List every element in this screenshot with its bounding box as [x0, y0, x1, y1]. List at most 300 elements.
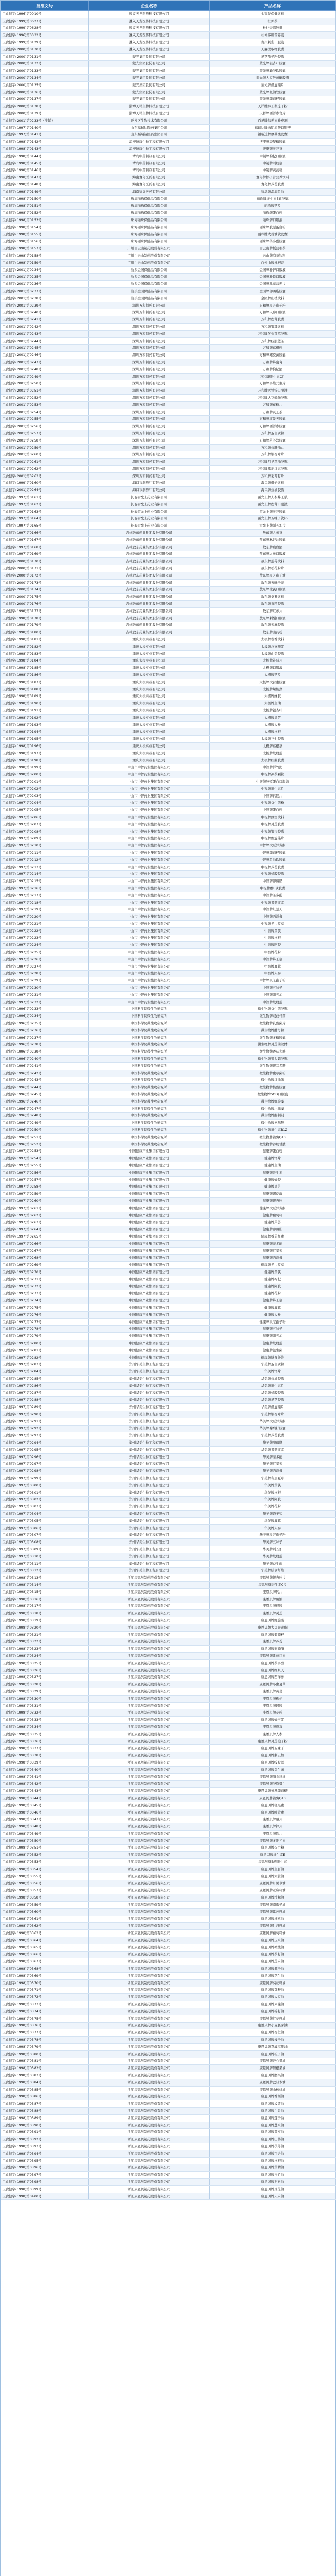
- table-row: [1, 1425, 336, 1432]
- table-row: [1, 1133, 336, 1141]
- product-name-cell: 康恩贝牌莲子油: [210, 2114, 336, 2122]
- product-name-cell: 万和牌螺旋藻胶囊: [210, 352, 336, 359]
- company-name-cell: 郑州华美生物工程有限公司: [89, 1432, 210, 1439]
- approval-number-cell: 卫食健字(2001)第0254号: [1, 409, 89, 416]
- product-name-cell: 中智牌阿胶: [210, 942, 336, 949]
- approval-number-cell: 卫食健字(1998)第0388号: [1, 2108, 89, 2115]
- approval-number-cell: 卫食健字(1997)第0223号: [1, 935, 89, 942]
- table-row: [1, 1532, 336, 1539]
- product-name-cell: 健康牌蛋白粉: [210, 1148, 336, 1155]
- table-row: [1, 551, 336, 558]
- company-name-cell: 蒙光集团股份有限公司: [89, 67, 210, 75]
- table-row: [1, 2136, 336, 2143]
- approval-number-cell: 卫食健字(1998)第0314号: [1, 1582, 89, 1589]
- approval-number-cell: 卫食健字(2001)第0264号: [1, 487, 89, 494]
- company-name-cell: 中山市中智药业集团有限公司: [89, 821, 210, 828]
- product-name-cell: 白云山牌枇杷膏: [210, 259, 336, 266]
- product-name-cell: 健康牌刺五加: [210, 1333, 336, 1340]
- product-name-cell: 中智牌黄芪: [210, 927, 336, 935]
- approval-number-cell: 卫食健字(1997)第0258号: [1, 1183, 89, 1191]
- company-name-cell: 遵义天龙医药科技有限公司: [89, 18, 210, 25]
- header-company-name: 企业名称: [89, 1, 210, 11]
- approval-number-cell: 卫食健字(1996)第0239号: [1, 1048, 89, 1056]
- company-name-cell: 郑州华美生物工程有限公司: [89, 1468, 210, 1475]
- company-name-cell: 中国健康产业集团有限公司: [89, 1340, 210, 1347]
- company-name-cell: 珠海丽珠保健品有限公司: [89, 238, 210, 245]
- company-name-cell: 浙江康恩贝制药股份有限公司: [89, 2114, 210, 2122]
- table-row: [1, 2065, 336, 2072]
- product-name-cell: 丽珠牌大蒜油软胶囊: [210, 231, 336, 238]
- approval-number-cell: 卫食健字(1998)第0156号: [1, 238, 89, 245]
- table-row: [1, 1091, 336, 1098]
- company-name-cell: 深圳万和制药有限公司: [89, 472, 210, 480]
- table-row: [1, 1475, 336, 1482]
- table-row: [1, 387, 336, 395]
- product-name-cell: 康恩贝牌大豆异黄酮: [210, 1624, 336, 1631]
- approval-number-cell: 卫食健字(1998)第0150号: [1, 195, 89, 202]
- table-row: [1, 522, 336, 530]
- table-row: [1, 672, 336, 679]
- company-name-cell: 浙江康恩贝制药股份有限公司: [89, 1816, 210, 1823]
- company-name-cell: 郑州华美生物工程有限公司: [89, 1503, 210, 1511]
- table-row: [1, 1624, 336, 1631]
- company-name-cell: 浙江康恩贝制药股份有限公司: [89, 1596, 210, 1603]
- product-name-cell: 中智牌益生菌粉: [210, 800, 336, 807]
- product-name-cell: 康恩贝牌多维元素: [210, 1837, 336, 1844]
- table-row: [1, 2043, 336, 2050]
- product-name-cell: 微生物牌灵芝菌丝体: [210, 1041, 336, 1048]
- table-row: [1, 1574, 336, 1582]
- table-row: [1, 2122, 336, 2129]
- approval-number-cell: 卫食健字(1998)第0348号: [1, 1823, 89, 1831]
- company-name-cell: 浙江康恩贝制药股份有限公司: [89, 1802, 210, 1809]
- table-row: [1, 160, 336, 167]
- approval-number-cell: 卫食健字(1997)第0207号: [1, 821, 89, 828]
- approval-number-cell: 卫食健字(1997)第0267号: [1, 1247, 89, 1255]
- table-row: [1, 1539, 336, 1546]
- table-row: [1, 985, 336, 992]
- company-name-cell: 浙江康恩贝制药股份有限公司: [89, 1930, 210, 1937]
- approval-number-cell: 卫食健字(2000)第0130号: [1, 46, 89, 53]
- product-name-cell: 健康牌番茄红素: [210, 1233, 336, 1241]
- product-name-cell: 中智牌钙镁片: [210, 792, 336, 800]
- approval-number-cell: 卫食健字(1997)第0276号: [1, 1311, 89, 1318]
- approval-number-cell: 卫食健字(1997)第0277号: [1, 1318, 89, 1326]
- product-name-cell: 康恩贝牌灵芝孢子粉: [210, 1738, 336, 1745]
- company-name-cell: 中国健康产业集团有限公司: [89, 1304, 210, 1312]
- table-row: [1, 906, 336, 913]
- table-row: [1, 536, 336, 544]
- product-name-cell: 健康牌芦荟: [210, 1219, 336, 1226]
- table-row: [1, 1653, 336, 1660]
- product-name-cell: 中智牌茶多酚: [210, 892, 336, 899]
- company-name-cell: 浙江康恩贝制药股份有限公司: [89, 2058, 210, 2065]
- approval-number-cell: 卫食健字(1997)第0289号: [1, 1404, 89, 1411]
- table-row: [1, 1105, 336, 1112]
- product-name-cell: 中智牌大豆异黄酮: [210, 842, 336, 850]
- product-name-cell: 康恩贝牌巴旦木油: [210, 2079, 336, 2086]
- company-name-cell: 中山市中智药业集团有限公司: [89, 771, 210, 778]
- table-row: [1, 679, 336, 686]
- approval-number-cell: 卫食健字(1997)第0311号: [1, 1560, 89, 1567]
- table-row: [1, 1020, 336, 1027]
- table-row: [1, 807, 336, 814]
- table-row: [1, 487, 336, 494]
- table-row: [1, 1717, 336, 1724]
- table-row: [1, 736, 336, 743]
- approval-number-cell: 卫食健字(2001)第0244号: [1, 337, 89, 345]
- table-row: [1, 1511, 336, 1518]
- table-row: [1, 814, 336, 821]
- approval-number-cell: 卫食健字(1997)第0270号: [1, 1269, 89, 1276]
- product-name-cell: 康恩贝牌枸杞: [210, 1695, 336, 1702]
- product-name-cell: 健康牌蜂胶: [210, 1176, 336, 1183]
- table-row: [1, 1077, 336, 1084]
- company-name-cell: 浙江康恩贝制药股份有限公司: [89, 2193, 210, 2200]
- company-name-cell: 浙江康恩贝制药股份有限公司: [89, 2086, 210, 2093]
- product-name-cell: 康恩贝牌维生素E: [210, 1852, 336, 1859]
- approval-number-cell: 卫食健字(2001)第0246号: [1, 352, 89, 359]
- approval-number-cell: 卫食健字(1998)第0333号: [1, 1717, 89, 1724]
- approval-number-cell: 卫食健字(1998)第0347号: [1, 1816, 89, 1823]
- approval-number-cell: 卫食健字(1997)第0308号: [1, 1539, 89, 1546]
- approval-number-cell: 卫食健字(1998)第0340号: [1, 1766, 89, 1773]
- table-row: [1, 998, 336, 1006]
- product-name-cell: 康恩贝牌玉竹油: [210, 2172, 336, 2179]
- approval-number-cell: 卫食健字(1996)第0248号: [1, 1112, 89, 1120]
- approval-number-cell: 卫食健字(1997)第0201号: [1, 778, 89, 786]
- approval-number-cell: 卫食健字(1998)第0157号: [1, 245, 89, 252]
- product-name-cell: 雷允上牌刺五加片: [210, 522, 336, 530]
- table-row: [1, 32, 336, 39]
- table-row: [1, 1844, 336, 1852]
- product-name-cell: 康恩贝牌椰子油: [210, 1965, 336, 1973]
- table-row: [1, 1965, 336, 1973]
- product-name-cell: 康恩贝牌腰果油: [210, 2072, 336, 2079]
- table-row: [1, 1247, 336, 1255]
- approval-number-cell: 卫食健字(1998)第0359号: [1, 1901, 89, 1908]
- company-name-cell: 中国健康产业集团有限公司: [89, 1155, 210, 1162]
- company-name-cell: 重庆太极实业有限公司: [89, 757, 210, 764]
- table-row: [1, 75, 336, 82]
- product-name-cell: 康恩贝牌褪黑素: [210, 1802, 336, 1809]
- company-name-cell: 浙江康恩贝制药股份有限公司: [89, 1717, 210, 1724]
- approval-number-cell: 卫食健字(2001)第0258号: [1, 437, 89, 444]
- approval-number-cell: 卫食健字(1998)第0153号: [1, 217, 89, 224]
- company-name-cell: 中山市中智药业集团有限公司: [89, 842, 210, 850]
- approval-number-cell: 卫食健字(1998)第0193号: [1, 721, 89, 728]
- table-row: [1, 274, 336, 281]
- table-row: [1, 1503, 336, 1511]
- product-name-cell: 灵芝孢子粉胶囊: [210, 53, 336, 60]
- approval-number-cell: 卫食健字(2001)第0238号: [1, 295, 89, 302]
- table-row: [1, 835, 336, 842]
- product-name-cell: 蒙光牌鱼油软胶囊: [210, 89, 336, 96]
- product-name-cell: 太极牌曲美胶囊: [210, 650, 336, 657]
- approval-number-cell: 卫食健字(1997)第0297号: [1, 1461, 89, 1468]
- product-name-cell: 康恩贝牌橄榄油: [210, 1944, 336, 1951]
- product-name-cell: 康恩贝牌菜籽油: [210, 1987, 336, 1994]
- company-name-cell: 浙江康恩贝制药股份有限公司: [89, 1788, 210, 1795]
- table-row: [1, 1489, 336, 1496]
- product-name-cell: 雷允上牌灵芝胶囊: [210, 508, 336, 515]
- company-name-cell: 海口市制药厂有限公司: [89, 480, 210, 487]
- approval-number-cell: 卫食健字(1996)第0032号: [1, 32, 89, 39]
- approval-number-cell: 卫食健字(1998)第0181号: [1, 636, 89, 643]
- product-name-cell: 白云山牌板蓝根茶: [210, 245, 336, 252]
- product-name-cell: 康恩贝牌鱼油: [210, 1596, 336, 1603]
- company-name-cell: 浙江康恩贝制药股份有限公司: [89, 2050, 210, 2058]
- table-row: [1, 1376, 336, 1383]
- company-name-cell: 长春雷允上药业有限公司: [89, 522, 210, 530]
- company-name-cell: 浙江康恩贝制药股份有限公司: [89, 1979, 210, 1987]
- table-row: [1, 1880, 336, 1887]
- company-name-cell: 浙江康恩贝制药股份有限公司: [89, 1958, 210, 1965]
- approval-number-cell: 卫食健字(1998)第0343号: [1, 1788, 89, 1795]
- product-name-cell: 天麻提取物胶囊: [210, 46, 336, 53]
- product-name-cell: 金园牌卵磷脂胶囊: [210, 288, 336, 295]
- company-name-cell: 广州白云山制药股份有限公司: [89, 259, 210, 266]
- table-row: [1, 1646, 336, 1653]
- product-name-cell: 金园牌补铁口服液: [210, 274, 336, 281]
- approval-number-cell: 卫食健字(1999)第0628号: [1, 25, 89, 32]
- product-name-cell: 中智牌鹿茸: [210, 963, 336, 970]
- table-row: [1, 359, 336, 366]
- approval-number-cell: 卫食健字(1997)第0296号: [1, 1453, 89, 1461]
- product-name-cell: 康恩贝牌白果油: [210, 2108, 336, 2115]
- approval-number-cell: 卫食健字(1998)第0400号: [1, 2193, 89, 2200]
- company-name-cell: 中国科学院微生物研究所: [89, 1077, 210, 1084]
- product-name-cell: 健康牌益生菌: [210, 1347, 336, 1354]
- product-name-cell: 健康牌蜂王浆: [210, 1297, 336, 1304]
- product-name-cell: 中智牌绞股蓝: [210, 998, 336, 1006]
- approval-number-cell: 卫食健字(1997)第0284号: [1, 1368, 89, 1376]
- approval-number-cell: 卫食健字(1997)第0162号: [1, 501, 89, 508]
- product-name-cell: 康恩贝牌鱼肝油: [210, 1866, 336, 1873]
- product-name-cell: 康恩贝牌鹿茸: [210, 1724, 336, 1731]
- approval-number-cell: 卫食健字(2000)第0173号: [1, 579, 89, 586]
- approval-number-cell: 卫食健字(1998)第0337号: [1, 1745, 89, 1752]
- product-name-cell: 中智牌鱼油软胶囊: [210, 856, 336, 863]
- company-name-cell: 开发区生物技术有限公司: [89, 117, 210, 124]
- table-row: [1, 2164, 336, 2172]
- company-name-cell: 浙江康恩贝制药股份有限公司: [89, 1681, 210, 1688]
- table-row: [1, 2001, 336, 2008]
- approval-number-cell: 卫食健字(1998)第0339号: [1, 1759, 89, 1767]
- table-row: [1, 2172, 336, 2179]
- table-row: [1, 927, 336, 935]
- table-row: [1, 963, 336, 970]
- product-name-cell: 寰岛牌芦荟胶囊: [210, 181, 336, 189]
- product-name-cell: 万和牌红景天胶囊: [210, 416, 336, 423]
- company-name-cell: 中山市中智药业集团有限公司: [89, 835, 210, 842]
- company-name-cell: 重庆太极实业有限公司: [89, 679, 210, 686]
- approval-number-cell: 卫食健字(1998)第0198号: [1, 757, 89, 764]
- company-name-cell: 浙江康恩贝制药股份有限公司: [89, 2037, 210, 2044]
- table-row: [1, 245, 336, 252]
- company-name-cell: 浙江康恩贝制药股份有限公司: [89, 1901, 210, 1908]
- table-row: [1, 1084, 336, 1091]
- company-name-cell: 重庆太极实业有限公司: [89, 721, 210, 728]
- company-name-cell: 浙江康恩贝制药股份有限公司: [89, 1866, 210, 1873]
- approval-number-cell: 卫食健字(1998)第0372号: [1, 1994, 89, 2001]
- approval-number-cell: 卫食健字(2000)第0135号: [1, 81, 89, 89]
- company-name-cell: 中山市中智药业集团有限公司: [89, 956, 210, 963]
- product-name-cell: 康恩贝牌紫苏籽油: [210, 1908, 336, 1916]
- product-name-cell: 敖东牌刺梨口服液: [210, 615, 336, 622]
- approval-number-cell: 卫食健字(2001)第0249号: [1, 373, 89, 380]
- company-name-cell: 郑州华美生物工程有限公司: [89, 1446, 210, 1453]
- company-name-cell: 郑州华美生物工程有限公司: [89, 1382, 210, 1389]
- approval-number-cell: 卫食健字(1998)第0190号: [1, 700, 89, 707]
- table-row: [1, 202, 336, 210]
- table-row: [1, 53, 336, 60]
- company-name-cell: 浙江康恩贝制药股份有限公司: [89, 2043, 210, 2050]
- approval-number-cell: 卫食健字(1998)第0177号: [1, 607, 89, 615]
- table-row: [1, 1446, 336, 1453]
- product-name-cell: 万和牌葛根粉: [210, 345, 336, 352]
- product-name-cell: 华美牌阿胶: [210, 1496, 336, 1503]
- company-name-cell: 郑州华美生物工程有限公司: [89, 1532, 210, 1539]
- company-name-cell: 浙江康恩贝制药股份有限公司: [89, 1653, 210, 1660]
- approval-number-cell: 卫食健字(1997)第0209号: [1, 835, 89, 842]
- company-name-cell: 深圳万和制药有限公司: [89, 423, 210, 430]
- approval-number-cell: 卫食健字(1997)第0264号: [1, 1226, 89, 1233]
- table-row: [1, 1631, 336, 1638]
- approval-number-cell: 卫食健字(2001)第0237号: [1, 288, 89, 295]
- product-name-cell: 中智牌卵磷脂: [210, 878, 336, 885]
- product-name-cell: 敖东牌黄精胶囊: [210, 601, 336, 608]
- table-row: [1, 1411, 336, 1418]
- table-row: [1, 686, 336, 693]
- table-row: [1, 1766, 336, 1773]
- approval-number-cell: 卫食健字(2000)第0134号: [1, 75, 89, 82]
- table-row: [1, 373, 336, 380]
- table-row: [1, 665, 336, 672]
- product-name-cell: 健康牌膳食纤维: [210, 1354, 336, 1361]
- product-name-cell: 敖东牌红参片: [210, 607, 336, 615]
- product-name-cell: 康恩贝牌芝麻油: [210, 1958, 336, 1965]
- company-name-cell: 中山市中智药业集团有限公司: [89, 800, 210, 807]
- product-name-cell: 中智牌花粉: [210, 949, 336, 956]
- table-row: [1, 615, 336, 622]
- company-name-cell: 吉林敖东药业集团股份有限公司: [89, 544, 210, 551]
- approval-number-cell: 卫食健字(2000)第0132号: [1, 60, 89, 67]
- product-name-cell: 康恩贝牌薏米油: [210, 2122, 336, 2129]
- company-name-cell: 浙江康恩贝制药股份有限公司: [89, 1965, 210, 1973]
- company-name-cell: 浙江康恩贝制药股份有限公司: [89, 1951, 210, 1958]
- company-name-cell: 重庆太极实业有限公司: [89, 636, 210, 643]
- table-row: [1, 956, 336, 963]
- table-row: [1, 1567, 336, 1574]
- company-name-cell: 中山市中智药业集团有限公司: [89, 792, 210, 800]
- company-name-cell: 浙江康恩贝制药股份有限公司: [89, 1646, 210, 1653]
- approval-number-cell: 卫食健字(2001)第0241号: [1, 316, 89, 324]
- approval-number-cell: 卫食健字(1998)第0397号: [1, 2172, 89, 2179]
- company-name-cell: 中国科学院微生物研究所: [89, 1091, 210, 1098]
- company-name-cell: 浙江康恩贝制药股份有限公司: [89, 1781, 210, 1788]
- company-name-cell: 浙江康恩贝制药股份有限公司: [89, 1987, 210, 1994]
- table-row: [1, 238, 336, 245]
- approval-number-cell: 卫食健字(1998)第0186号: [1, 672, 89, 679]
- company-name-cell: 中山市中智药业集团有限公司: [89, 850, 210, 857]
- company-name-cell: 中山市中智药业集团有限公司: [89, 778, 210, 786]
- table-row: [1, 2015, 336, 2022]
- product-name-cell: 太极牌急支糖浆: [210, 643, 336, 650]
- company-name-cell: 中国健康产业集团有限公司: [89, 1269, 210, 1276]
- approval-number-cell: 卫食健字(1998)第0318号: [1, 1610, 89, 1617]
- company-name-cell: 中山市中智药业集团有限公司: [89, 885, 210, 892]
- approval-number-cell: 卫食健字(1998)第0361号: [1, 1916, 89, 1923]
- approval-number-cell: 卫食健字(1996)第0250号: [1, 1127, 89, 1134]
- table-row: [1, 607, 336, 615]
- table-row: [1, 25, 336, 32]
- table-row: [1, 1795, 336, 1802]
- approval-number-cell: 卫食健字(1998)第0191号: [1, 707, 89, 715]
- table-row: [1, 330, 336, 337]
- approval-number-cell: 卫食健字(2001)第0234号: [1, 266, 89, 274]
- company-name-cell: 珠海丽珠保健品有限公司: [89, 224, 210, 231]
- company-name-cell: 海口市制药厂有限公司: [89, 487, 210, 494]
- company-name-cell: 深圳万和制药有限公司: [89, 345, 210, 352]
- company-name-cell: 中国科学院微生物研究所: [89, 1034, 210, 1041]
- company-name-cell: 中国健康产业集团有限公司: [89, 1205, 210, 1212]
- table-row: [1, 2185, 336, 2193]
- approval-number-cell: 卫食健字(1997)第0224号: [1, 942, 89, 949]
- approval-number-cell: 卫食健字(1997)第0268号: [1, 1255, 89, 1262]
- company-name-cell: 中国健康产业集团有限公司: [89, 1347, 210, 1354]
- product-name-cell: 微生物牌小球藻: [210, 1105, 336, 1112]
- approval-number-cell: 卫食健字(1999)第0129号: [1, 39, 89, 46]
- table-row: [1, 1702, 336, 1709]
- company-name-cell: 中国健康产业集团有限公司: [89, 1226, 210, 1233]
- approval-number-cell: 卫食健字(2000)第0171号: [1, 565, 89, 572]
- product-name-cell: 康恩贝牌阿胶: [210, 1702, 336, 1709]
- company-name-cell: 浙江康恩贝制药股份有限公司: [89, 2179, 210, 2186]
- company-name-cell: 深圳万和制药有限公司: [89, 444, 210, 451]
- approval-number-cell: 卫食健字(2001)第0255号: [1, 416, 89, 423]
- product-name-cell: 康恩贝牌红景天: [210, 1667, 336, 1674]
- table-row: [1, 337, 336, 345]
- approval-number-cell: 卫食健字(1998)第0353号: [1, 1859, 89, 1866]
- approval-number-cell: 卫食健字(1998)第0367号: [1, 1958, 89, 1965]
- approval-number-cell: 卫食健字(2000)第0136号: [1, 89, 89, 96]
- approval-number-cell: 卫食健字(1996)第0247号: [1, 1105, 89, 1112]
- company-name-cell: 郑州华美生物工程有限公司: [89, 1461, 210, 1468]
- approval-number-cell: 卫食健字(1996)第0243号: [1, 1077, 89, 1084]
- company-name-cell: 郑州华美生物工程有限公司: [89, 1517, 210, 1524]
- company-name-cell: 中山市中智药业集团有限公司: [89, 913, 210, 921]
- company-name-cell: 郑州华美生物工程有限公司: [89, 1397, 210, 1404]
- table-row: [1, 863, 336, 871]
- company-name-cell: 中国健康产业集团有限公司: [89, 1247, 210, 1255]
- approval-number-cell: 卫食健字(1998)第0322号: [1, 1638, 89, 1646]
- table-row: [1, 1212, 336, 1219]
- company-name-cell: 吉林敖东药业集团股份有限公司: [89, 615, 210, 622]
- product-name-cell: 万和牌多维元素片: [210, 380, 336, 387]
- company-name-cell: 长春雷允上药业有限公司: [89, 508, 210, 515]
- company-name-cell: 中山市中智药业集团有限公司: [89, 985, 210, 992]
- approval-number-cell: 卫食健字(1998)第0344号: [1, 1795, 89, 1802]
- approval-number-cell: 卫食健字(1998)第0331号: [1, 1702, 89, 1709]
- company-name-cell: 浙江康恩贝制药股份有限公司: [89, 1588, 210, 1596]
- product-name-cell: 康恩贝牌百合油: [210, 2150, 336, 2157]
- approval-number-cell: 卫食健字(2001)第0248号: [1, 366, 89, 373]
- approval-number-cell: 卫食健字(2000)第0138号: [1, 103, 89, 110]
- table-row: [1, 778, 336, 786]
- approval-number-cell: 卫食健字(1997)第0205号: [1, 807, 89, 814]
- product-name-cell: 中智牌西洋参: [210, 913, 336, 921]
